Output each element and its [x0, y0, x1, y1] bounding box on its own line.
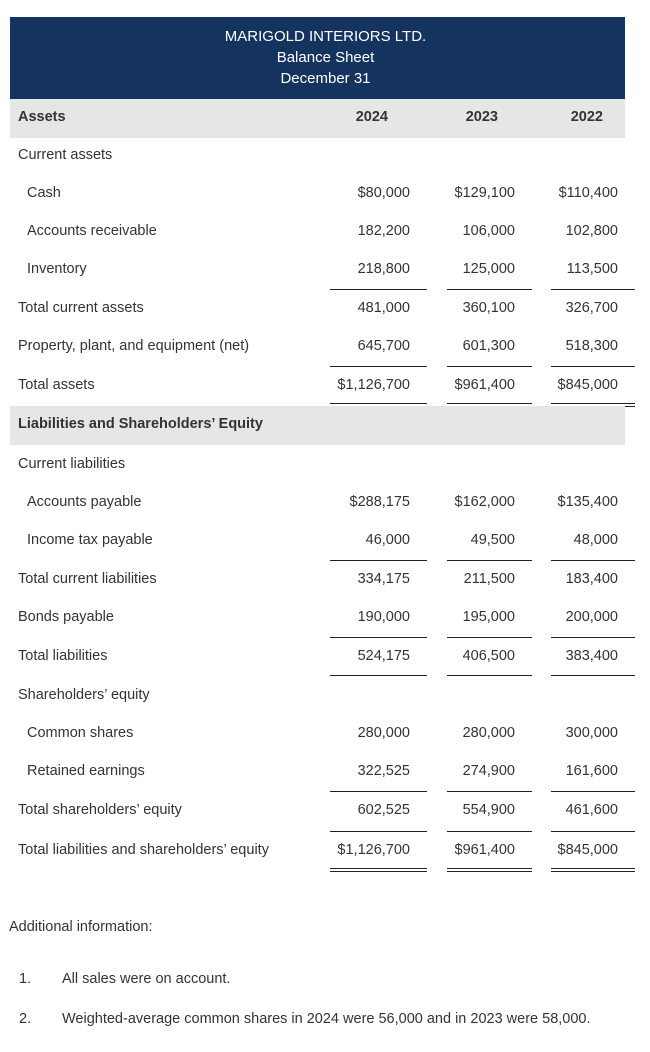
value-cell: 334,175: [357, 571, 410, 587]
note-1-number: 1.: [19, 971, 32, 987]
value-cell: 280,000: [357, 725, 410, 741]
value-cell: $845,000: [557, 842, 618, 858]
value-cell: 645,700: [357, 338, 410, 354]
value-cell: 48,000: [573, 532, 618, 548]
sum-rule: [330, 637, 427, 638]
sum-rule: [447, 560, 532, 561]
liabilities-heading-row: [10, 406, 625, 445]
value-cell: $1,126,700: [337, 842, 410, 858]
section-subheading-row: [10, 446, 625, 484]
value-cell: 190,000: [357, 609, 410, 625]
sum-rule: [447, 366, 532, 367]
row-label: Accounts payable: [27, 494, 142, 510]
value-cell: 211,500: [463, 571, 515, 587]
table-row: [10, 638, 625, 676]
note-2-text: Weighted-average common shares in 2024 were 56,000 and in 2023 were 58,000.: [62, 1011, 591, 1027]
double-rule: [551, 868, 635, 872]
value-cell: 360,100: [462, 300, 515, 316]
table-row: [10, 715, 625, 753]
subheading-label: Current liabilities: [18, 456, 126, 472]
double-rule: [330, 868, 427, 872]
table-row: [10, 175, 625, 213]
row-label: Total assets: [18, 377, 95, 393]
table-row: [10, 522, 625, 560]
row-label: Total shareholders’ equity: [18, 802, 182, 818]
section-subheading-row: [10, 137, 625, 175]
liabilities-heading: Liabilities and Shareholders’ Equity: [18, 416, 263, 432]
value-cell: $135,400: [557, 494, 618, 510]
rule-below: [330, 675, 427, 676]
row-label: Income tax payable: [27, 532, 153, 548]
row-label: Cash: [27, 185, 61, 201]
value-cell: $961,400: [454, 377, 515, 393]
table-row: [10, 367, 625, 405]
year-2024: 2024: [355, 109, 388, 125]
value-cell: 602,525: [357, 802, 410, 818]
table-row: [10, 484, 625, 522]
row-label: Retained earnings: [27, 763, 145, 779]
value-cell: 49,500: [470, 532, 515, 548]
table-row: [10, 832, 625, 870]
value-cell: 518,300: [565, 338, 618, 354]
row-label: Total current liabilities: [18, 571, 157, 587]
value-cell: 601,300: [462, 338, 515, 354]
table-row: [10, 792, 625, 830]
sum-rule: [447, 289, 532, 290]
row-label: Total current assets: [18, 300, 144, 316]
table-row: [10, 561, 625, 599]
sum-rule: [447, 831, 532, 832]
subheading-label: Shareholders’ equity: [18, 687, 150, 703]
rule-below: [447, 675, 532, 676]
table-row: [10, 328, 625, 366]
sum-rule: [551, 560, 635, 561]
value-cell: 524,175: [357, 648, 410, 664]
table-row: [10, 290, 625, 328]
row-label: Common shares: [27, 725, 134, 741]
row-label: Inventory: [27, 261, 87, 277]
value-cell: $129,100: [454, 185, 515, 201]
sum-rule: [447, 637, 532, 638]
rule-below: [551, 675, 635, 676]
row-label: Bonds payable: [18, 609, 114, 625]
value-cell: $288,175: [349, 494, 410, 510]
value-cell: 280,000: [462, 725, 515, 741]
value-cell: 113,500: [566, 261, 618, 277]
value-cell: 183,400: [565, 571, 618, 587]
row-label: Total liabilities and shareholders’ equity: [18, 842, 269, 858]
sum-rule: [551, 637, 635, 638]
table-row: [10, 251, 625, 289]
value-cell: 161,600: [565, 763, 618, 779]
section-subheading-row: [10, 677, 625, 715]
table-row: [10, 213, 625, 251]
sum-rule: [447, 791, 532, 792]
company-name: MARIGOLD INTERIORS LTD.: [224, 28, 427, 45]
value-cell: $80,000: [357, 185, 410, 201]
sum-rule: [551, 791, 635, 792]
assets-heading: Assets: [18, 109, 66, 125]
value-cell: 195,000: [462, 609, 515, 625]
value-cell: 322,525: [357, 763, 410, 779]
value-cell: $845,000: [557, 377, 618, 393]
note-2-number: 2.: [19, 1011, 32, 1027]
value-cell: 46,000: [365, 532, 410, 548]
value-cell: 218,800: [357, 261, 410, 277]
value-cell: $110,400: [558, 185, 618, 201]
value-cell: 102,800: [565, 223, 618, 239]
sum-rule: [551, 289, 635, 290]
table-row: [10, 753, 625, 791]
value-cell: 274,900: [462, 763, 515, 779]
value-cell: 554,900: [462, 802, 515, 818]
value-cell: 300,000: [565, 725, 618, 741]
row-label: Property, plant, and equipment (net): [18, 338, 250, 354]
value-cell: $162,000: [454, 494, 515, 510]
sum-rule: [330, 560, 427, 561]
value-cell: $1,126,700: [337, 377, 410, 393]
value-cell: $961,400: [454, 842, 515, 858]
year-2023: 2023: [465, 109, 498, 125]
subheading-label: Current assets: [18, 147, 113, 163]
row-label: Accounts receivable: [27, 223, 157, 239]
sum-rule: [330, 289, 427, 290]
value-cell: 182,200: [357, 223, 410, 239]
statement-date: December 31: [280, 70, 371, 87]
sum-rule: [330, 366, 427, 367]
value-cell: 200,000: [565, 609, 618, 625]
statement-header: [10, 17, 625, 99]
statement-title: Balance Sheet: [276, 49, 375, 66]
row-label: Total liabilities: [18, 648, 108, 664]
table-row: [10, 599, 625, 637]
year-2022: 2022: [570, 109, 603, 125]
value-cell: 461,600: [565, 802, 618, 818]
double-rule: [447, 868, 532, 872]
additional-info-heading: Additional information:: [9, 919, 153, 935]
value-cell: 406,500: [462, 648, 515, 664]
value-cell: 106,000: [462, 223, 515, 239]
sum-rule: [551, 831, 635, 832]
value-cell: 125,000: [462, 261, 515, 277]
sum-rule: [330, 791, 427, 792]
column-header-row: [10, 99, 625, 138]
sum-rule: [551, 366, 635, 367]
value-cell: 481,000: [357, 300, 410, 316]
sum-rule: [330, 831, 427, 832]
value-cell: 383,400: [565, 648, 618, 664]
note-1-text: All sales were on account.: [62, 971, 231, 987]
value-cell: 326,700: [565, 300, 618, 316]
